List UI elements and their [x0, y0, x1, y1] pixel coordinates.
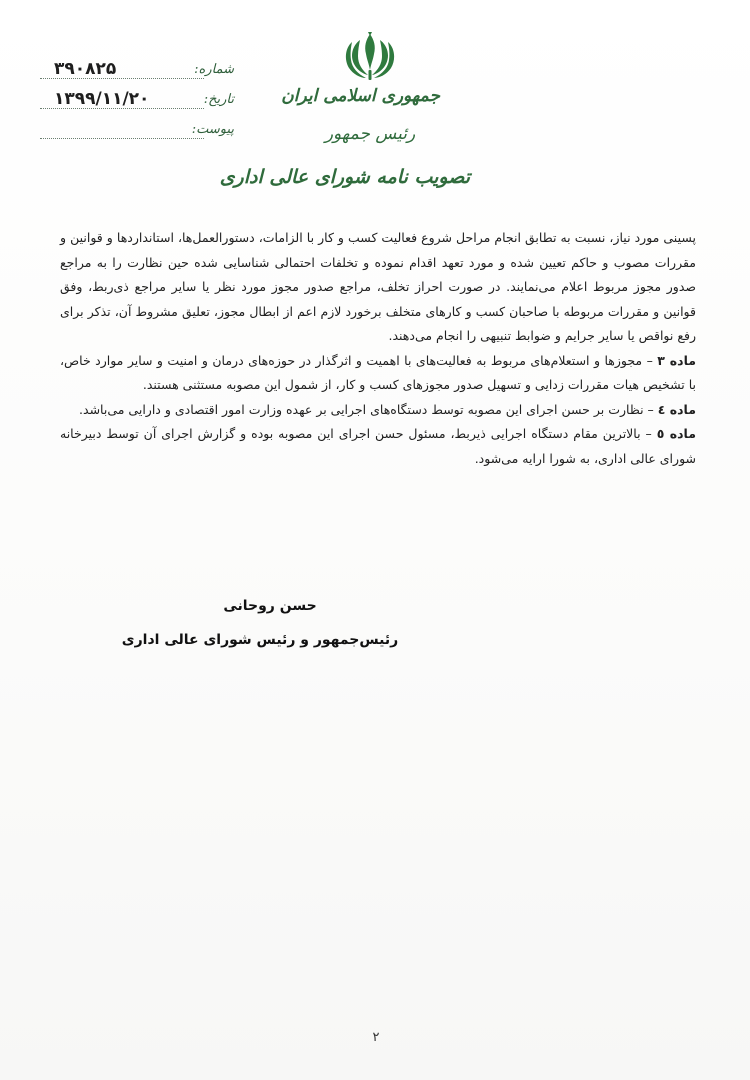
article-5-text: – بالاترین مقام دستگاه اجرایی ذیربط، مسئول حسن اجرای این مصوبه بوده و گزارش اجرای آن توسط دبیرخانه شورای عالی اداری، به شورا ارایه می‌شود. — [60, 426, 696, 466]
signatory-name: حسن روحانی — [223, 598, 317, 614]
meta-number-row — [40, 58, 240, 88]
meta-date-row — [40, 88, 240, 118]
article-3-text: – مجوزها و استعلام‌های مربوط به فعالیت‌های با اهمیت و اثرگذار در حوزه‌های درمان و امنیت و سایر موارد خاص، با تشخیص هیات مقررات زدایی و تسهیل صدور مجوزهای کسب و کار، از شمول این مصوبه مستثنی هستند. — [60, 352, 696, 392]
article-5 — [60, 422, 696, 471]
article-4-label: ماده ٤ — [657, 401, 696, 417]
header-document-type: تصویب نامه شورای عالی اداری — [219, 166, 470, 188]
page-number: ۲ — [372, 1030, 380, 1045]
header-office: رئیس جمهور — [324, 124, 416, 144]
article-5-label: ماده ٥ — [656, 426, 696, 441]
document-body — [60, 226, 696, 471]
article-3 — [60, 349, 696, 398]
article-4-text: – نظارت بر حسن اجرای این مصوبه توسط دستگاه‌های اجرایی بر عهده وزارت امور اقتصادی و دارایی می‌باشد. — [79, 401, 658, 417]
date-label: تاریخ: — [203, 92, 234, 107]
article-4 — [60, 398, 696, 423]
date-value: ۱۳۹۹/۱۱/۲۰ — [54, 89, 150, 109]
attachment-label: پیوست: — [191, 122, 234, 137]
iran-emblem-icon — [342, 30, 398, 82]
number-value: ۳۹۰۸۲۵ — [54, 59, 117, 79]
attachment-line — [40, 138, 204, 139]
article-3-label: ماده ۳ — [657, 352, 696, 368]
body-paragraph: پسینی مورد نیاز، نسبت به تطابق انجام مراحل شروع فعالیت کسب و کار با الزامات، دستورالعمل‌ها، استانداردها و قوانین و مقررات مصوب و حاکم تعیین شده و مورد تعهد اقدام نموده و تخلفات احتمالی شناسایی شده حین نظارت را به مراجع صدور مجوز مربوط اعلام می‌نمایند. در صورت احراز تخلف، مراجع صدور مجوز مورد نظر یا سایر مراجع ذی‌ربط، وفق قوانین و مقررات مربوطه با صاحبان کسب و کارهای متخلف برخورد لازم اعم از ابطال مجوز، تعلیق مشروط آن، تذکر برای رفع نواقص یا سایر جرایم و ضوابط تنبیهی را انجام می‌دهند. — [60, 230, 696, 343]
signatory-title: رئیس‌جمهور و رئیس شورای عالی اداری — [121, 632, 399, 648]
number-label: شماره: — [194, 62, 234, 77]
meta-attachment-row — [40, 118, 240, 148]
document-meta — [40, 58, 240, 148]
header-country: جمهوری اسلامی ایران — [281, 86, 440, 106]
